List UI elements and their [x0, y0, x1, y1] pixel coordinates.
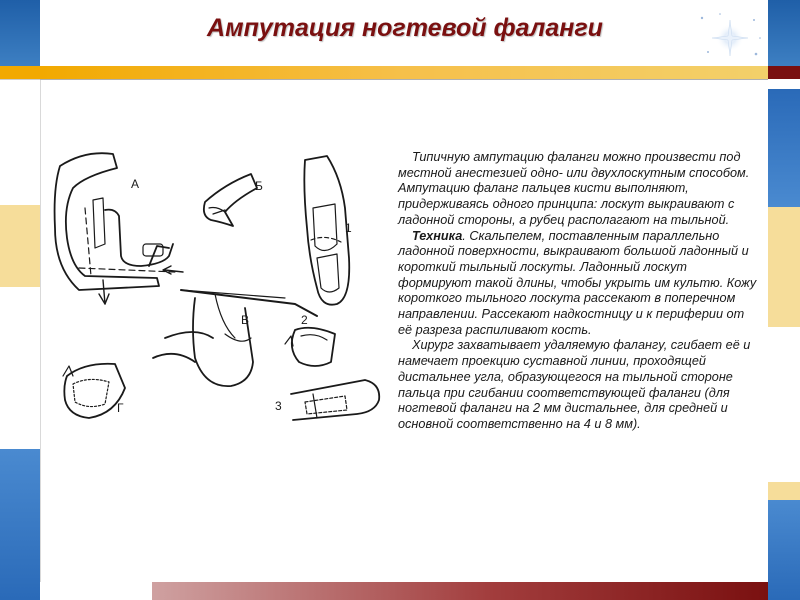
right-decor-block [768, 327, 800, 482]
figure-2-drawing [285, 328, 335, 366]
right-decor-block [768, 89, 800, 207]
technique-heading: Техника [412, 228, 463, 243]
figure-label-2: 2 [301, 313, 308, 327]
slide-header [40, 0, 768, 66]
right-decor-block [768, 500, 800, 600]
content-left-divider [40, 80, 41, 582]
paragraph-surgeon: Хирург захватывает удаляемую фалангу, сгибает её и намечает проекцию суставной линии, проходящей дистальнее угла, образующегося на тыльной стороне пальца при сгибании соответствующей фаланги (для ногтевой фаланги на 2 мм дистальнее, для средней и основной соответственно на 4 и 8 мм). [398, 338, 751, 431]
figure-label-3: 3 [275, 399, 282, 413]
figure-a-drawing [55, 153, 183, 304]
figure-3-drawing [291, 380, 379, 420]
left-decor-block [0, 449, 40, 600]
header-divider [40, 79, 768, 80]
figure-1-drawing [304, 156, 349, 305]
footer-accent-bar [152, 582, 768, 600]
figure-label-a: А [131, 177, 140, 191]
paragraph-technique [398, 229, 760, 339]
left-decor-strip [0, 0, 40, 600]
amputation-illustration [45, 148, 395, 458]
figure-label-b: Б [255, 179, 263, 193]
left-decor-block [0, 205, 40, 287]
figure-label-g: Г [117, 401, 124, 415]
left-decor-block [0, 66, 40, 79]
right-decor-block [768, 66, 800, 79]
figure-label-v: В [241, 313, 250, 327]
right-decor-block [768, 207, 800, 327]
figure-b-drawing [204, 174, 257, 226]
sparkle-decoration [690, 8, 766, 64]
paragraph-intro: Типичную ампутацию фаланги можно произвести под местной анестезией одно- или двухлоскутным способом. Ампутацию фаланг пальцев кисти выполняют, придерживаясь одного принципа: лоскут выкраивают с ладонной стороны, а рубец располагают на тыльной. [398, 150, 750, 227]
header-accent-bar [40, 66, 768, 79]
slide-title: Ампутация ногтевой фаланги [207, 14, 603, 42]
right-decor-block [768, 482, 800, 500]
technique-text: . Скальпелем, поставленным параллельно ладонной поверхности, выкраивают большой ладонный и короткий тыльный лоскуты. Ладонный лоскут формируют такой длины, чтобы укрыть им культю. Кожу короткого тыльного лоскута рассекают в поперечном направлении. Рассекают надкостницу и к периферии от её разреза распиливают кость. [398, 228, 757, 337]
figure-label-1: 1 [345, 221, 352, 235]
left-decor-block [0, 79, 40, 206]
left-decor-block [0, 287, 40, 449]
right-decor-strip [768, 0, 800, 600]
right-decor-block [768, 79, 800, 89]
slide-body-text [398, 150, 760, 433]
figure-g-drawing [63, 364, 125, 418]
